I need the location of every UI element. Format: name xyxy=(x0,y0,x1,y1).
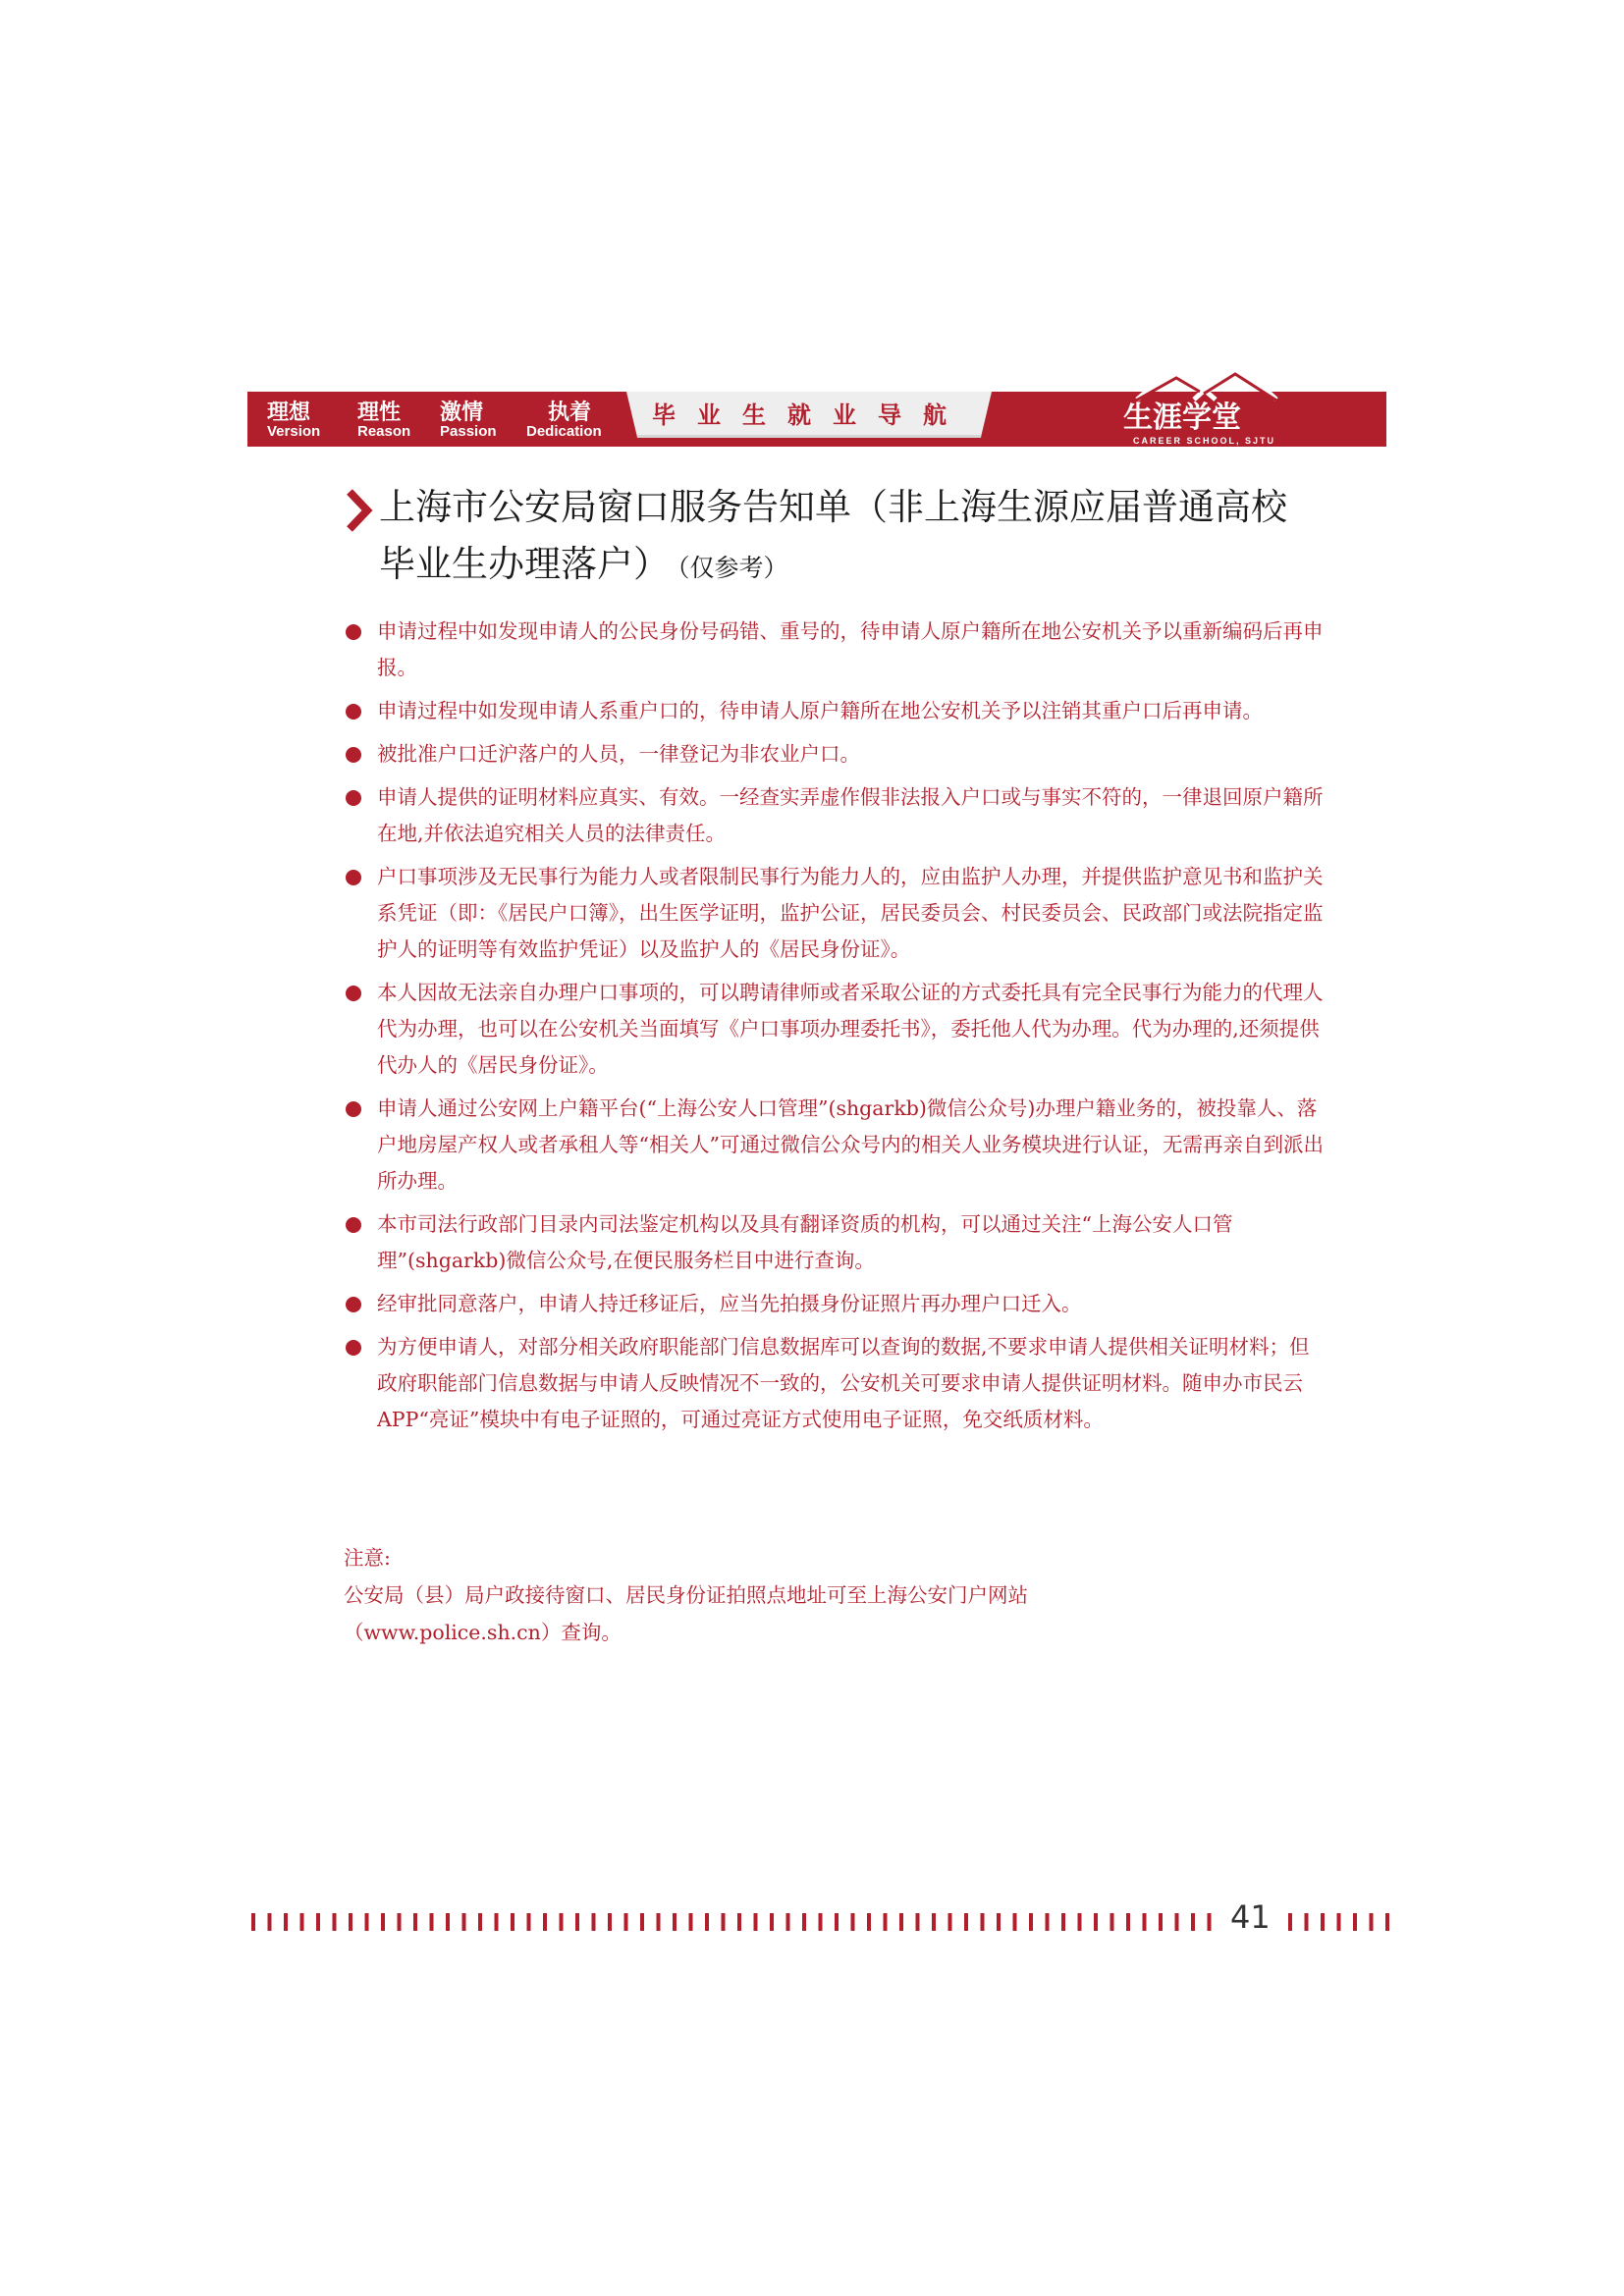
note-line: （www.police.sh.cn）查询。 xyxy=(344,1621,622,1644)
item-text: 被批准户口迁沪落户的人员，一律登记为非农业户口。 xyxy=(377,742,860,766)
bullet-icon xyxy=(346,790,361,806)
title-main: 上海市公安局窗口服务告知单（非上海生源应届普通高校毕业生办理落户） xyxy=(379,486,1287,585)
list-item xyxy=(344,736,1326,773)
bullet-icon xyxy=(346,1340,361,1356)
bullet-icon xyxy=(346,870,361,885)
list-item xyxy=(344,779,1326,852)
note-section xyxy=(344,1539,1326,1651)
list-item xyxy=(344,1329,1326,1438)
slogan-en: Dedication xyxy=(526,423,602,440)
item-text: 户口事项涉及无民事行为能力人或者限制民事行为能力人的，应由监护人办理，并提供监护意见书和监护关系凭证（即：《居民户口簿》，出生医学证明，监护公证，居民委员会、村民委员会、民政部门或法院指定监护人的证明等有效监护凭证）以及监护人的《居民身份证》。 xyxy=(377,865,1324,961)
item-text: 为方便申请人，对部分相关政府职能部门信息数据库可以查询的数据,不要求申请人提供相关证明材料；但政府职能部门信息数据与申请人反映情况不一致的，公安机关可要求申请人提供证明材料。随申办市民云APP“亮证”模块中有电子证照的，可通过亮证方式使用电子证照，免交纸质材料。 xyxy=(377,1335,1310,1431)
footer-ticks-left xyxy=(249,1911,1221,1933)
bullet-icon xyxy=(346,704,361,720)
list-item xyxy=(344,1206,1326,1279)
logo-text: 生涯学堂 xyxy=(1123,400,1241,435)
notice-list xyxy=(344,614,1326,1445)
slogan-zh: 理想 xyxy=(267,400,311,425)
header-tab-label: 毕业生就业导航 xyxy=(652,401,968,429)
page-number: 41 xyxy=(1230,1898,1271,1936)
list-item xyxy=(344,614,1326,686)
note-line: 公安局（县）局户政接待窗口、居民身份证拍照点地址可至上海公安门户网站 xyxy=(344,1583,1028,1607)
item-text: 申请过程中如发现申请人的公民身份号码错、重号的，待申请人原户籍所在地公安机关予以重新编码后再申报。 xyxy=(377,619,1324,679)
title-note: （仅参考） xyxy=(677,554,788,582)
item-text: 本人因故无法亲自办理户口事项的，可以聘请律师或者采取公证的方式委托具有完全民事行为能力的代理人代为办理，也可以在公安机关当面填写《户口事项办理委托书》，委托他人代为办理。代为办理的,还须提供代办人的《居民身份证》。 xyxy=(377,981,1324,1077)
page-title xyxy=(379,479,1322,597)
list-item xyxy=(344,1091,1326,1200)
item-text: 申请人通过公安网上户籍平台(“上海公安人口管理”(shgarkb)微信公众号)办理户籍业务的，被投靠人、落户地房屋产权人或者承租人等“相关人”可通过微信公众号内的相关人业务模块进行认证，无需再亲自到派出所办理。 xyxy=(377,1096,1324,1193)
list-item xyxy=(344,693,1326,729)
item-text: 本市司法行政部门目录内司法鉴定机构以及具有翻译资质的机构，可以通过关注“上海公安人口管理”(shgarkb)微信公众号,在便民服务栏目中进行查询。 xyxy=(377,1212,1233,1272)
bullet-icon xyxy=(346,624,361,640)
chevron-right-icon xyxy=(344,488,373,537)
bullet-icon xyxy=(346,1217,361,1233)
footer-ticks-right xyxy=(1286,1911,1394,1933)
career-school-logo xyxy=(1098,348,1314,451)
list-item xyxy=(344,975,1326,1084)
slogan-en: Reason xyxy=(357,423,411,440)
item-text: 经审批同意落户，申请人持迁移证后，应当先拍摄身份证照片再办理户口迁入。 xyxy=(377,1292,1082,1315)
slogan-zh: 激情 xyxy=(440,400,484,425)
bullet-icon xyxy=(346,747,361,763)
item-text: 申请过程中如发现申请人系重户口的，待申请人原户籍所在地公安机关予以注销其重户口后再申请。 xyxy=(377,699,1263,722)
slogan-zh: 理性 xyxy=(357,400,402,425)
bullet-icon xyxy=(346,986,361,1001)
list-item xyxy=(344,859,1326,968)
bullet-icon xyxy=(346,1297,361,1312)
logo-subtext: CAREER SCHOOL, SJTU xyxy=(1133,436,1276,446)
bullet-icon xyxy=(346,1101,361,1117)
slogan-en: Passion xyxy=(440,423,497,440)
item-text: 申请人提供的证明材料应真实、有效。一经查实弄虚作假非法报入户口或与事实不符的，一律退回原户籍所在地,并依法追究相关人员的法律责任。 xyxy=(377,785,1324,845)
list-item xyxy=(344,1286,1326,1322)
slogan-en: Version xyxy=(267,423,321,440)
slogan-zh: 执着 xyxy=(548,400,592,425)
note-heading: 注意: xyxy=(344,1546,391,1570)
